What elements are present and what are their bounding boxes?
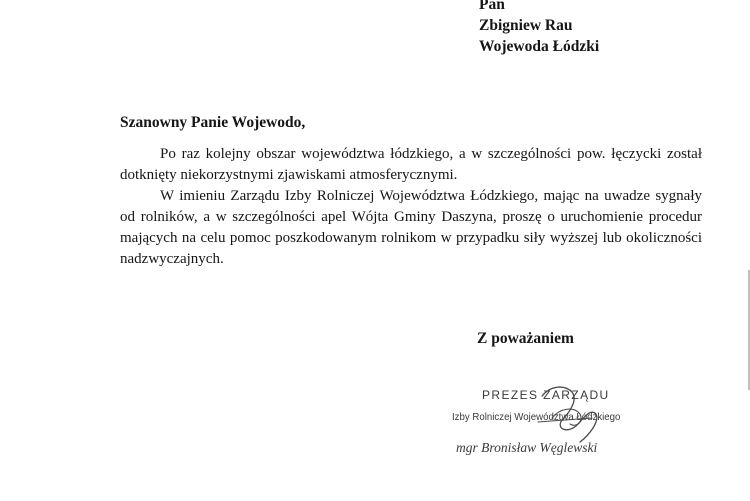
salutation: Szanowny Panie Wojewodo, [120,114,306,131]
stamp-signatory-name: mgr Bronisław Węglewski [456,440,598,455]
body-paragraph-1: Po raz kolejny obszar województwa łódzkiego, a w szczególności pow. łęczycki został dotknięty niekorzystnymi zjawiskami atmosferycznymi. [120,146,702,183]
recipient-name: Zbigniew Rau [479,17,573,34]
signature-stamp [440,388,650,488]
stamp-title: PREZES ZARZĄDU [482,388,610,402]
stamp-organization: Izby Rolniczej Województwa Łódzkiego [452,411,621,423]
recipient-title: Pan [479,0,505,13]
handwritten-signature [480,378,630,453]
body-paragraph-2: W imieniu Zarządu Izby Rolniczej Województwa Łódzkiego, mając na uwadze sygnały od rolników, a w szczególności apel Wójta Gminy Daszyna, proszę o uruchomienie procedur mających na celu pomoc poszkodowanym rolnikom w przypadku siły wyższej lub okoliczności nadzwyczajnych. [120,188,702,267]
closing-phrase: Z poważaniem [477,330,574,347]
letter-body [120,144,702,270]
recipient-position: Wojewoda Łódzki [479,38,600,55]
recipient-block [479,0,599,57]
